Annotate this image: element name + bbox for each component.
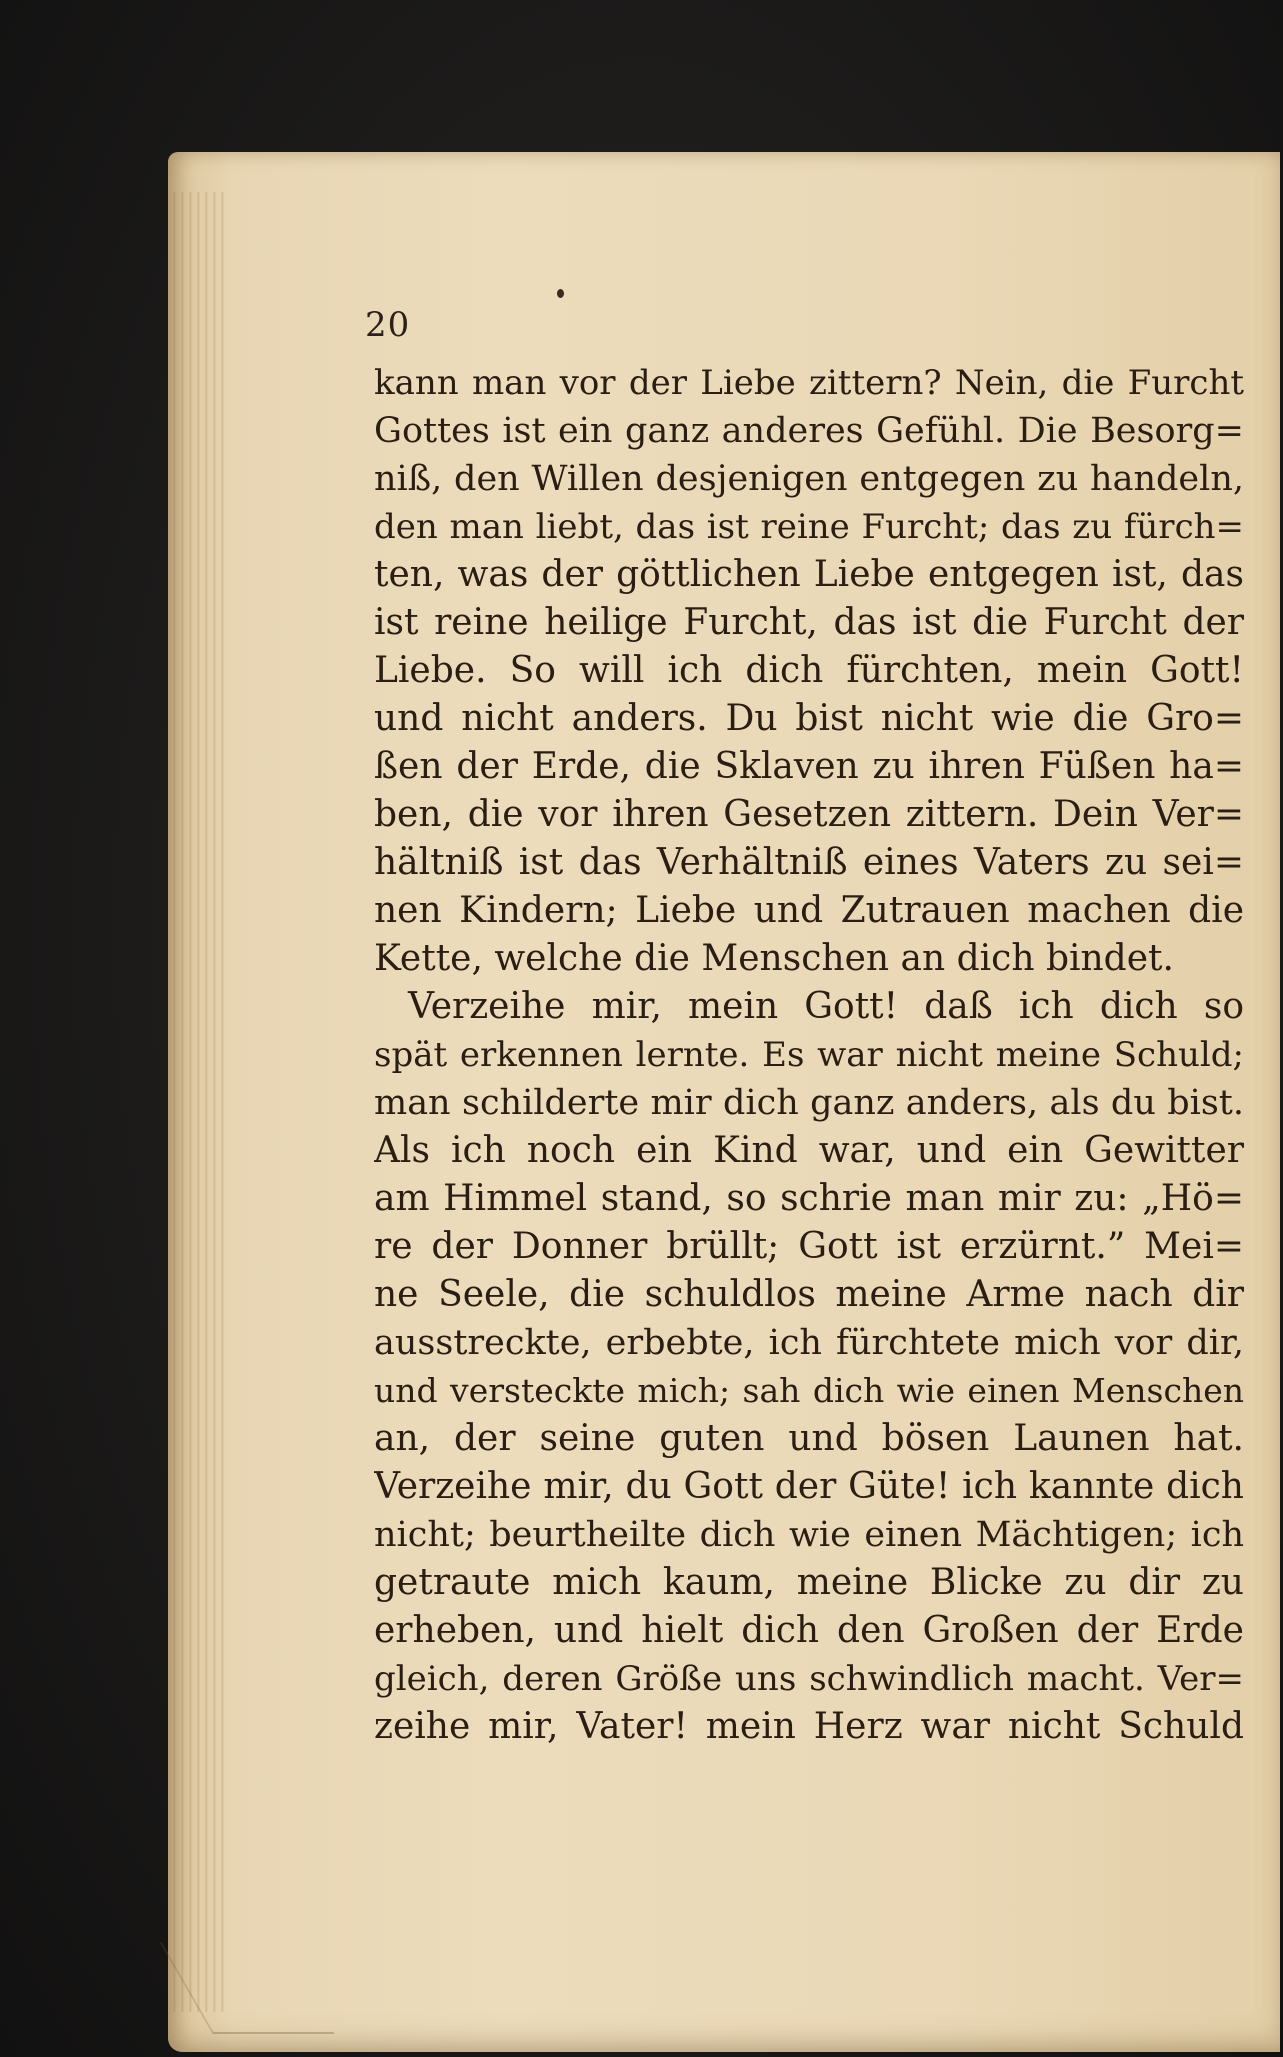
text-line: Gottes ist ein ganz anderes Gefühl. Die Besorg= bbox=[374, 411, 1244, 451]
text-line: man schilderte mir dich ganz anders, als du bist. bbox=[374, 1083, 1244, 1123]
text-line: nicht; beurtheilte dich wie einen Mächtigen; ich bbox=[374, 1515, 1244, 1555]
page-edges bbox=[168, 192, 226, 2012]
ink-spot bbox=[557, 289, 564, 298]
text-line: den man liebt, das ist reine Furcht; das zu fürch= bbox=[374, 507, 1244, 547]
text-line: Kette, welche die Menschen an dich bindet. bbox=[374, 938, 1174, 979]
text-line: zeihe mir, Vater! mein Herz war nicht Schuld bbox=[374, 1706, 1244, 1747]
text-line: ausstreckte, erbebte, ich fürchtete mich vor dir, bbox=[374, 1323, 1244, 1363]
text-line: ne Seele, die schuldlos meine Arme nach dir bbox=[374, 1274, 1244, 1315]
text-line: Verzeihe mir, du Gott der Güte! ich kannte dich bbox=[374, 1466, 1244, 1507]
text-line: und versteckte mich; sah dich wie einen Menschen bbox=[374, 1371, 1244, 1410]
text-line: nen Kindern; Liebe und Zutrauen machen die bbox=[374, 890, 1244, 931]
text-line: und nicht anders. Du bist nicht wie die Gro= bbox=[374, 698, 1244, 739]
body-text bbox=[374, 358, 1244, 1798]
text-line: Als ich noch ein Kind war, und ein Gewitter bbox=[374, 1130, 1244, 1171]
text-line: niß, den Willen desjenigen entgegen zu handeln, bbox=[374, 459, 1244, 499]
text-line: kann man vor der Liebe zittern? Nein, die Furcht bbox=[374, 363, 1244, 403]
text-line: hältniß ist das Verhältniß eines Vaters zu sei= bbox=[374, 842, 1244, 883]
text-line: an, der seine guten und bösen Launen hat. bbox=[374, 1418, 1244, 1459]
text-line: ßen der Erde, die Sklaven zu ihren Füßen ha= bbox=[374, 746, 1244, 787]
page-number: 20 bbox=[365, 305, 411, 345]
text-line: Liebe. So will ich dich fürchten, mein Gott! bbox=[374, 650, 1244, 691]
text-line: gleich, deren Größe uns schwindlich macht. Ver= bbox=[374, 1659, 1244, 1699]
text-line: re der Donner brüllt; Gott ist erzürnt.” Mei= bbox=[374, 1226, 1244, 1267]
text-line: getraute mich kaum, meine Blicke zu dir zu bbox=[374, 1562, 1244, 1603]
text-line: Verzeihe mir, mein Gott! daß ich dich so bbox=[408, 986, 1244, 1027]
text-line: erheben, und hielt dich den Großen der Erde bbox=[374, 1610, 1244, 1651]
page-corner-crease bbox=[159, 1942, 334, 2034]
text-line: ist reine heilige Furcht, das ist die Furcht der bbox=[374, 602, 1244, 643]
text-line: am Himmel stand, so schrie man mir zu: „Hö= bbox=[374, 1178, 1244, 1219]
text-line: ben, die vor ihren Gesetzen zittern. Dein Ver= bbox=[374, 794, 1244, 835]
text-line: ten, was der göttlichen Liebe entgegen ist, das bbox=[374, 554, 1244, 595]
text-line: spät erkennen lernte. Es war nicht meine Schuld; bbox=[374, 1035, 1244, 1075]
